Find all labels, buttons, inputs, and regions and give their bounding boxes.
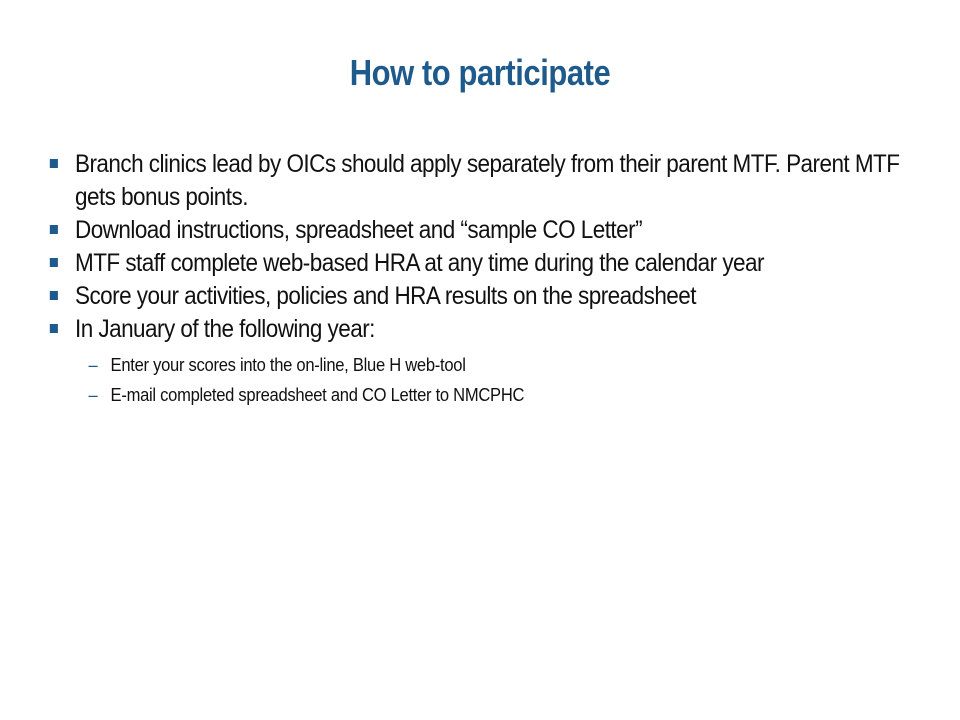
bullet-item	[48, 247, 930, 280]
bullet-text: Branch clinics lead by OICs should apply separately from their parent MTF. Parent MTF gets bonus points.	[75, 150, 900, 211]
bullet-item	[48, 313, 930, 346]
bullet-list	[48, 148, 928, 406]
sub-bullet-text: Enter your scores into the on-line, Blue H web-tool	[110, 355, 466, 375]
bullet-text: Download instructions, spreadsheet and “sample CO Letter”	[75, 216, 643, 244]
bullet-item	[48, 280, 930, 313]
sub-bullet-text: E-mail completed spreadsheet and CO Letter to NMCPHC	[110, 385, 525, 405]
sub-bullet-item	[48, 354, 939, 376]
bullet-item	[48, 214, 930, 247]
square-bullet-icon	[50, 159, 58, 168]
bullet-text: In January of the following year:	[75, 315, 375, 343]
bullet-text: MTF staff complete web-based HRA at any time during the calendar year	[75, 249, 764, 277]
dash-bullet-icon: –	[88, 385, 98, 405]
square-bullet-icon	[50, 258, 58, 267]
square-bullet-icon	[50, 324, 58, 333]
square-bullet-icon	[50, 225, 58, 234]
dash-bullet-icon: –	[88, 355, 98, 375]
bullet-text: Score your activities, policies and HRA results on the spreadsheet	[75, 282, 696, 310]
bullet-item	[48, 148, 930, 214]
slide-title: How to participate	[349, 52, 611, 93]
sub-bullet-item	[48, 384, 939, 406]
square-bullet-icon	[50, 291, 58, 300]
